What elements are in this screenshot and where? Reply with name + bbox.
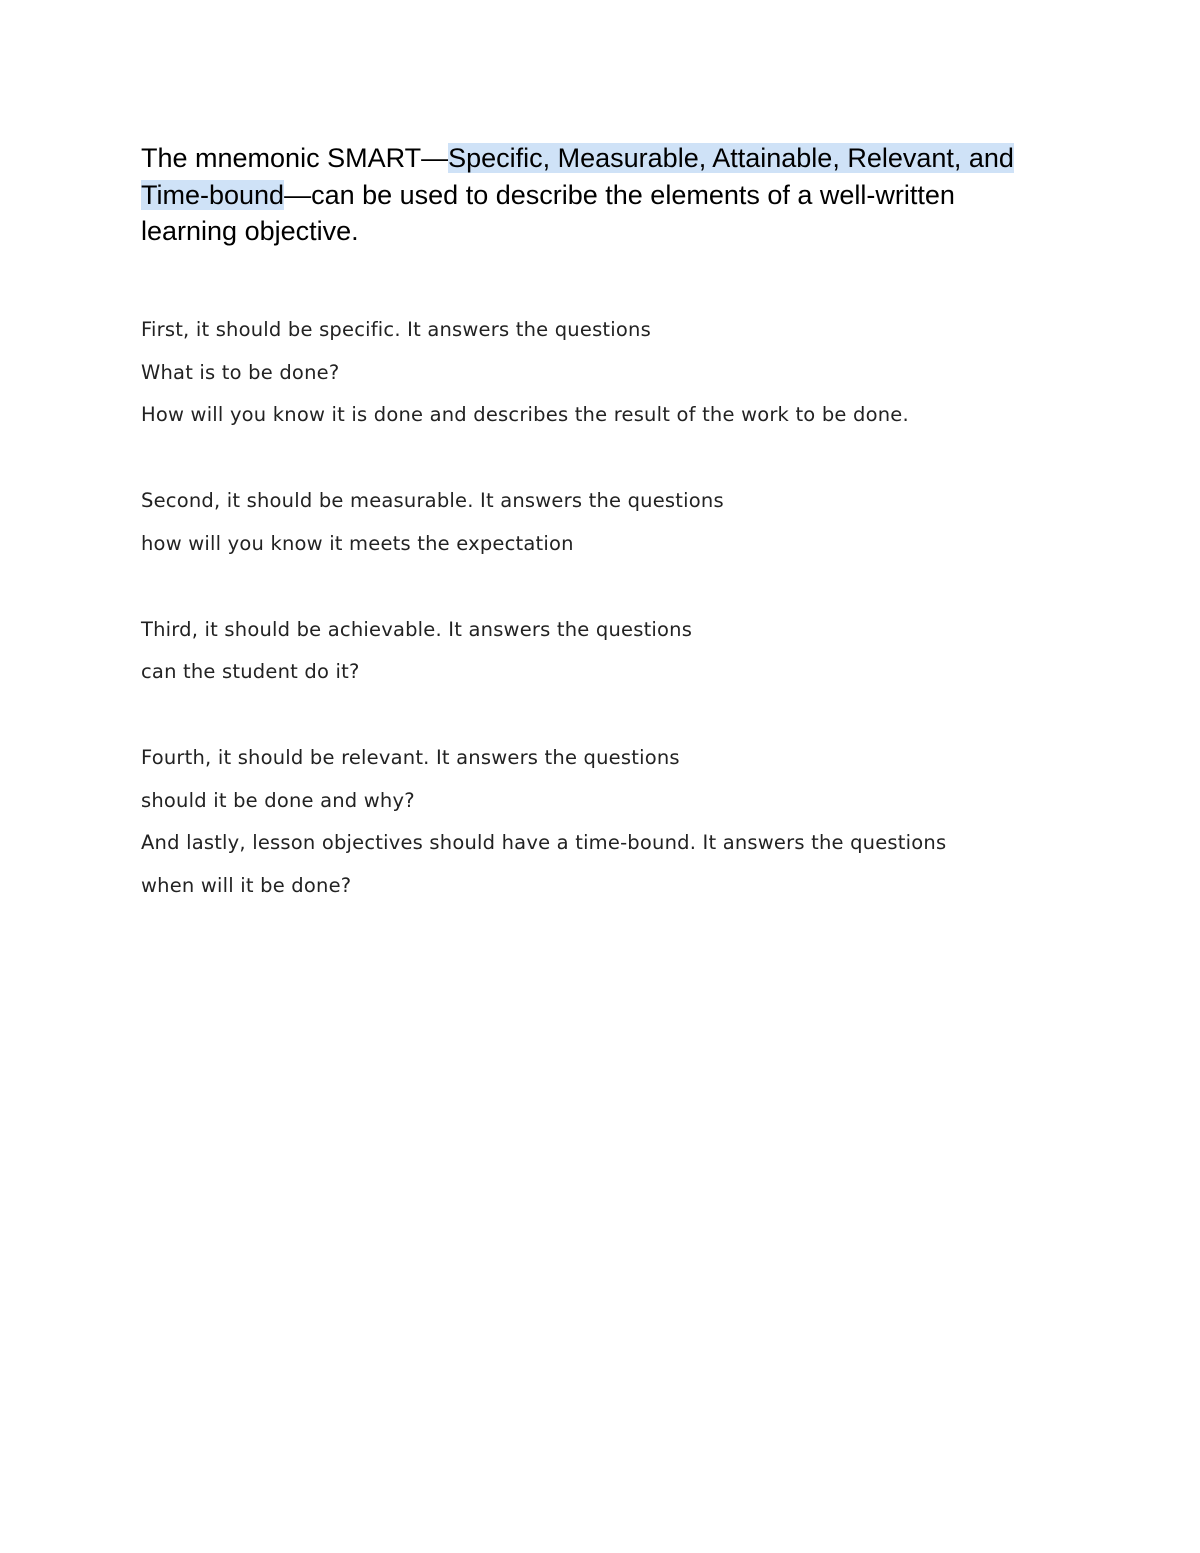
paragraph-line: What is to be done? bbox=[141, 361, 340, 384]
paragraph-measurable: Second, it should be measurable. It answers the questions bbox=[141, 489, 724, 512]
paragraph-relevant: Fourth, it should be relevant. It answers the questions bbox=[141, 746, 680, 769]
paragraph-achievable: Third, it should be achievable. It answers the questions bbox=[141, 618, 693, 641]
paragraph-line: should it be done and why? bbox=[141, 789, 415, 812]
paragraph-line: can the student do it? bbox=[141, 660, 360, 683]
paragraph-line: when will it be done? bbox=[141, 874, 352, 897]
paragraph-time-bound: And lastly, lesson objectives should have a time-bound. It answers the questions bbox=[141, 831, 947, 854]
heading-prefix: The mnemonic SMART— bbox=[141, 143, 449, 173]
paragraph-line: How will you know it is done and describes the result of the work to be done. bbox=[141, 403, 909, 426]
paragraph-specific: First, it should be specific. It answers the questions bbox=[141, 318, 651, 341]
paragraph-line: how will you know it meets the expectation bbox=[141, 532, 574, 555]
heading-highlighted-text: Specific, Measurable, Attainable, Relevant, and Time-bound bbox=[141, 143, 1014, 210]
heading-suffix: —can be used to describe the elements of a well-written learning objective. bbox=[141, 179, 955, 246]
intro-heading bbox=[141, 140, 1051, 250]
